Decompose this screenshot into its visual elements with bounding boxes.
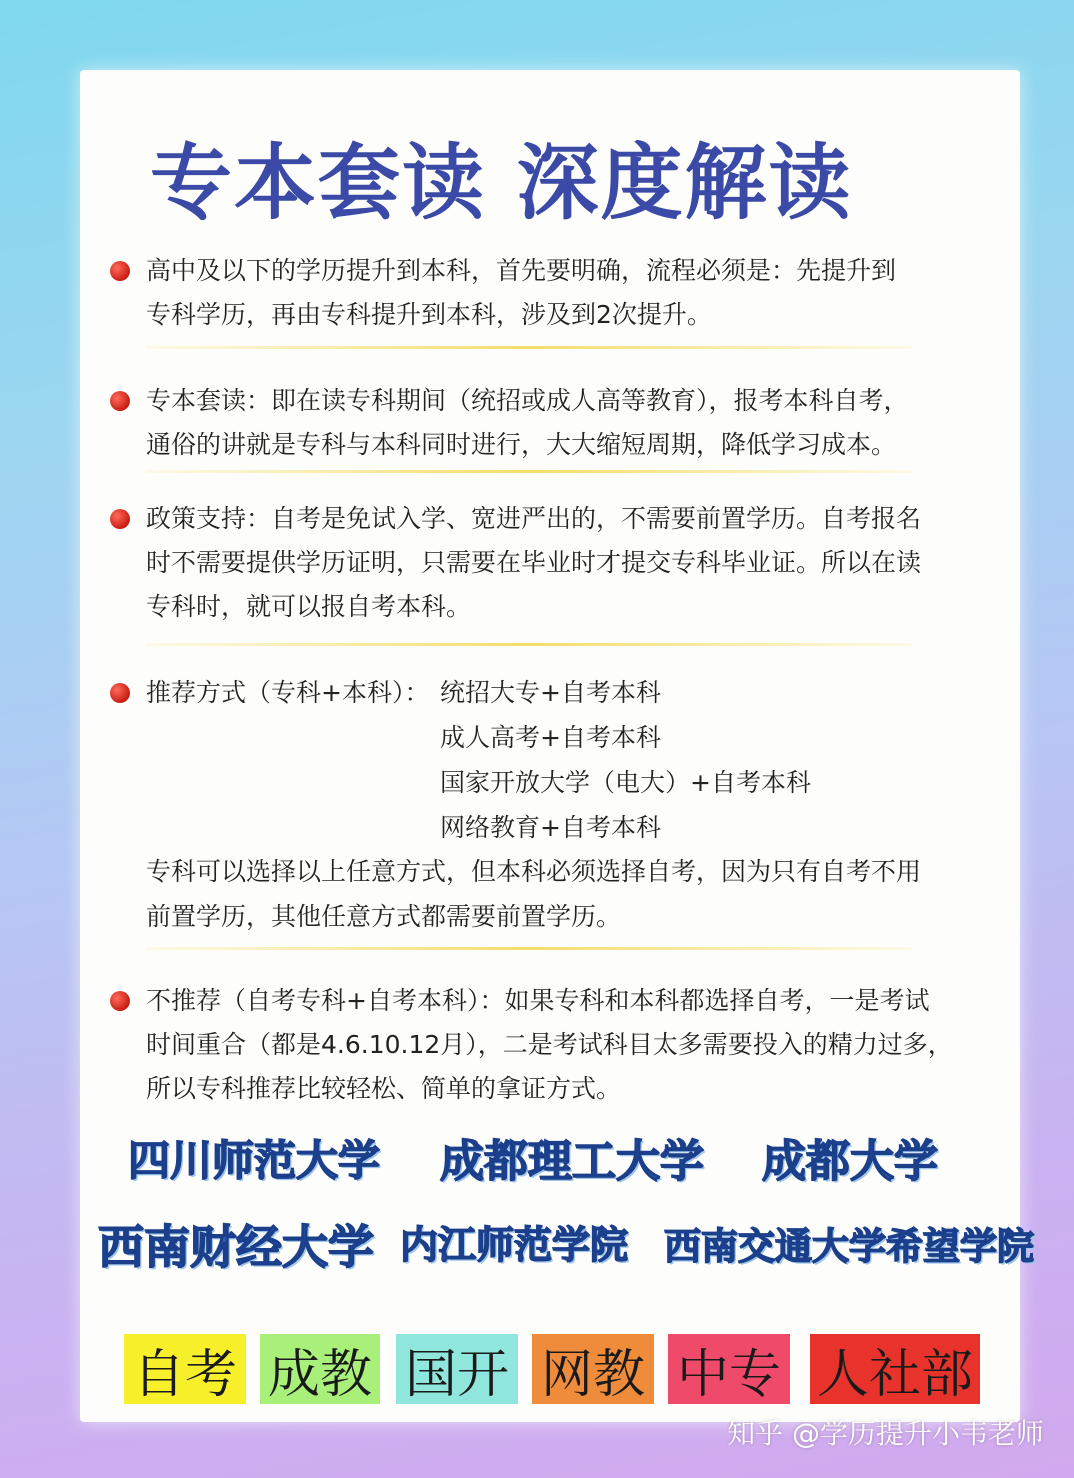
section-5-line-3: 所以专科推荐比较轻松、简单的拿证方式。 [146,1074,622,1103]
section-1-line-2: 专科学历，再由专科提升到本科，涉及到2次提升。 [146,300,712,329]
recommend-option-3: 国家开放大学（电大）+自考本科 [440,768,811,797]
university-name: 西南交通大学希望学院 [664,1225,1034,1268]
recommend-option-1: 统招大专+自考本科 [440,678,661,707]
red-bullet-icon [110,261,130,281]
divider [146,346,912,349]
section-5-line-2: 时间重合（都是4.6.10.12月），二是考试科目太多需要投入的精力过多， [146,1030,953,1059]
section-5-line-1: 不推荐（自考专科+自考本科）：如果专科和本科都选择自考，一是考试 [146,986,930,1015]
university-name: 西南财经大学 [98,1220,374,1274]
badge-secondary-vocational: 中专 [668,1334,790,1404]
red-bullet-icon [110,991,130,1011]
red-bullet-icon [110,683,130,703]
university-name: 成都理工大学 [440,1136,704,1187]
section-3-line-2: 时不需要提供学历证明，只需要在毕业时才提交专科毕业证。所以在读 [146,548,922,577]
section-3-line-1: 政策支持：自考是免试入学、宽进严出的，不需要前置学历。自考报名 [146,504,922,533]
section-2-line-1: 专本套读：即在读专科期间（统招或成人高等教育），报考本科自考， [146,386,909,415]
badge-open-university: 国开 [396,1334,518,1404]
divider [146,643,912,646]
section-1-line-1: 高中及以下的学历提升到本科，首先要明确，流程必须是：先提升到 [146,256,897,285]
section-3-line-3: 专科时，就可以报自考本科。 [146,592,472,621]
section-4-line-1: 专科可以选择以上任意方式，但本科必须选择自考，因为只有自考不用 [146,857,922,886]
red-bullet-icon [110,391,130,411]
recommend-option-2: 成人高考+自考本科 [440,723,661,752]
recommend-option-4: 网络教育+自考本科 [440,813,661,842]
university-name: 成都大学 [762,1136,938,1187]
divider [146,470,912,473]
watermark: 知乎 @学历提升小韦老师 [727,1417,1044,1450]
university-name: 四川师范大学 [128,1136,381,1185]
section-4-line-2: 前置学历，其他任意方式都需要前置学历。 [146,902,622,931]
badge-adult-education: 成教 [260,1334,380,1404]
divider [146,947,912,950]
section-2-line-2: 通俗的讲就是专科与本科同时进行，大大缩短周期，降低学习成本。 [146,430,897,459]
red-bullet-icon [110,509,130,529]
university-name: 内江师范学院 [400,1223,629,1267]
badge-hr-ministry: 人社部 [810,1334,980,1404]
badge-online-education: 网教 [532,1334,654,1404]
badge-self-exam: 自考 [124,1334,246,1404]
recommend-label: 推荐方式（专科+本科）： [146,678,430,707]
page-title: 专本套读 深度解读 [150,136,853,231]
